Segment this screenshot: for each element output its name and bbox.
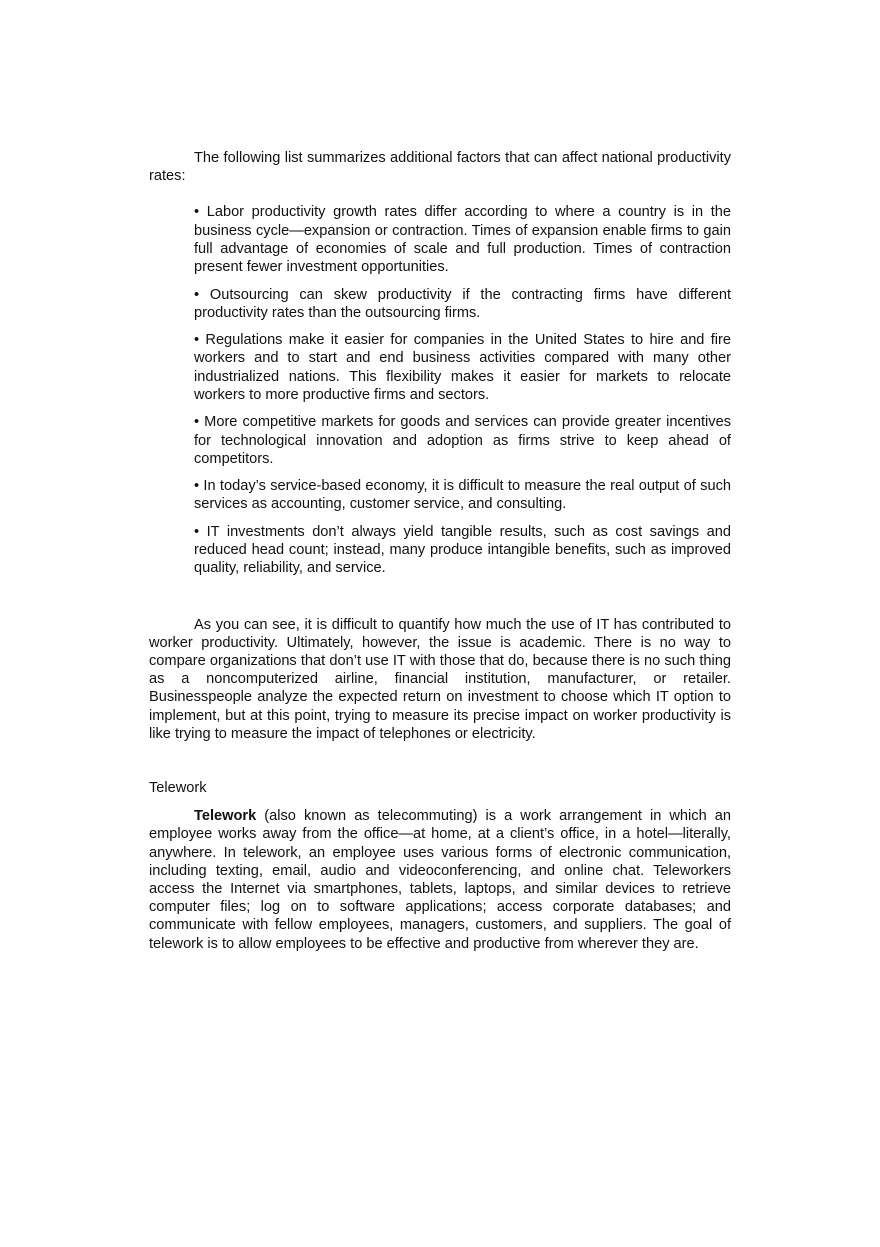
list-item: • IT investments don’t always yield tangible results, such as cost savings and reduced head count; instead, many produce intangible benefits, such as improved quality, reliability, and service. (194, 523, 731, 577)
list-item: • Regulations make it easier for companies in the United States to hire and fire workers and to start and end business activities compared with many other industrialized nations. This flexibility makes it easier for markets to relocate workers to more productive firms and sectors. (194, 332, 731, 403)
list-item: • Labor productivity growth rates differ according to where a country is in the business cycle—expansion or contraction. Times of expansion enable firms to gain full advantage of economies of scale and full production. Times of contraction present fewer investment opportunities. (194, 204, 731, 276)
list-item: • More competitive markets for goods and services can provide greater incentives for technological innovation and adoption as firms strive to keep ahead of competitors. (194, 414, 731, 467)
telework-body: (also known as telecommuting) is a work arrangement in which an employee works away from the office—at home, at a client’s office, in a hotel—literally, anywhere. In telework, an employee uses various forms of electronic communication, including texting, email, audio and videoconferencing, and online chat. Teleworkers access the Internet via smartphones, tablets, laptops, and similar devices to retrieve computer files; log on to software applications; access corporate databases; and communicate with fellow employees, managers, customers, and suppliers. The goal of telework is to allow employees to be effective and productive from wherever they are. (149, 808, 731, 952)
factors-list (149, 203, 731, 577)
telework-paragraph (149, 807, 731, 953)
summary-paragraph: As you can see, it is difficult to quantify how much the use of IT has contributed to worker productivity. Ultimately, however, the issue is academic. There is no way to compare organizations that don’t use IT with those that do, because there is no such thing as a noncomputerized airline, financial institution, manufacturer, or retailer. Businesspeople analyze the expected return on investment to choose which IT option to implement, but at this point, trying to measure its precise impact on worker productivity is like trying to measure the impact of telephones or electricity. (149, 616, 731, 742)
section-heading-telework: Telework (149, 779, 207, 796)
document-page (149, 149, 731, 953)
list-item: • In today’s service-based economy, it is difficult to measure the real output of such services as accounting, customer service, and consulting. (194, 478, 731, 513)
list-item: • Outsourcing can skew productivity if the contracting firms have different productivity rates than the outsourcing firms. (194, 286, 731, 321)
telework-term: Telework (194, 808, 257, 825)
intro-paragraph: The following list summarizes additional factors that can affect national productivity rates: (149, 150, 731, 185)
